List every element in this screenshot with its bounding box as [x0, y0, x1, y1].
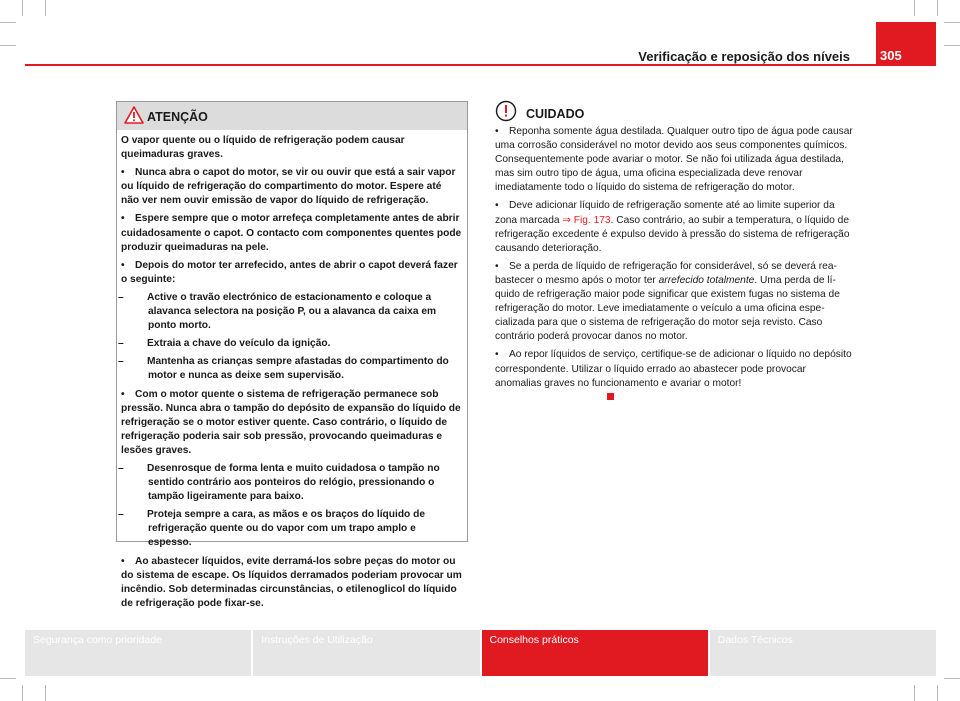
caution-body — [495, 125, 855, 409]
warning-bullet-2: • Espere sempre que o motor arrefeça completamente antes de abrir cuidadosamente o capot. O contacto com componentes quentes pode produzir queimaduras na pele. — [121, 213, 462, 253]
warning-bullet-4: • Com o motor quente o sistema de refrigeração permanece sob pressão. Nunca abra o tampão do depósito de expansão do líquido de refrigeração se o motor estiver quente. Caso contrário, o líquido de refrigeração poderia sair sob pressão, provocando queimaduras e lesões graves. — [121, 388, 461, 456]
crop-mark — [0, 22, 16, 23]
warning-title: ATENÇÃO — [147, 110, 208, 124]
crop-mark — [914, 685, 915, 701]
warning-header — [117, 102, 467, 130]
page-header-title: Verificação e reposição dos níveis — [638, 49, 850, 64]
crop-mark — [944, 22, 960, 23]
crop-mark — [914, 0, 915, 16]
caution-title: CUIDADO — [526, 107, 585, 121]
header-rule — [25, 64, 936, 66]
caution-bullet-1: • Reponha somente água destilada. Qualquer outro tipo de água pode causar uma corrosão considerável no motor devido aos seus componentes químicos. Consequentemente pode avariar o motor. Se não foi utilizada água destilada, mas sim outro tipo de água, uma oficina especializada deve renovar imediatamente todo o líquido do sistema de refrigeração do motor. — [495, 126, 853, 194]
caution-bullet-4: • Ao repor líquidos de serviço, certifique-se de adicionar o líquido no depósito correspondente. Utilizar o líquido errado ao abastecer pode provocar anomalias graves no funcionamento e avariar o motor! — [495, 348, 855, 404]
crop-mark — [944, 678, 960, 679]
figure-link[interactable]: ⇒ Fig. 173 — [562, 214, 611, 226]
warning-intro: O vapor quente ou o líquido de refrigeração podem causar queimaduras graves. — [121, 135, 405, 161]
warning-body — [117, 130, 467, 611]
crop-mark — [22, 685, 23, 701]
crop-mark — [0, 45, 16, 46]
caution-exclamation-icon — [495, 100, 517, 122]
warning-bullet-3: • Depois do motor ter arrefecido, antes de abrir o capot deverá fazer o seguinte: — [121, 259, 458, 285]
warning-sub-item: – Extraia a chave do veículo da ignição. — [118, 338, 331, 350]
warning-sub-item: – Mantenha as crianças sempre afastadas do compartimento do motor e nunca as deixe sem supervisão. — [118, 356, 449, 382]
warning-bullet-1: • Nunca abra o capot do motor, se vir ou ouvir que está a sair vapor ou líquido de refrigeração do compartimento do motor. Espere até não ver nem ouvir emissão de vapor do líquido de refrigeração. — [121, 167, 456, 207]
warning-box — [116, 101, 468, 609]
tab-practical-advice[interactable]: Conselhos práticos — [482, 630, 708, 676]
warning-sub-item: – Proteja sempre a cara, as mãos e os braços do líquido de refrigeração quente ou do vapor com um trapo amplo e espesso. — [118, 509, 425, 549]
warning-triangle-icon — [124, 106, 144, 124]
crop-mark — [22, 0, 23, 16]
crop-mark — [45, 685, 46, 701]
crop-mark — [45, 0, 46, 16]
footer-section-tabs — [25, 630, 936, 676]
crop-mark — [937, 685, 938, 701]
warning-sub-item: – Active o travão electrónico de estacionamento e coloque a alavanca selectora na posição P, ou a alavanca da caixa em ponto morto. — [118, 291, 437, 332]
crop-mark — [944, 45, 960, 46]
tab-operating-instructions[interactable]: Instruções de Utilização — [253, 630, 479, 676]
warning-bullet-5: • Ao abastecer líquidos, evite derramá-los sobre peças do motor ou do sistema de escape. Os líquidos derramados poderiam provocar um incêndio. Sob determinadas circunstâncias, o etilenoglicol do líquido de refrigeração pode fixar-se. — [121, 555, 462, 609]
warning-sub-item: – Desenrosque de forma lenta e muito cuidadosa o tampão no sentido contrário aos ponteiros do relógio, pressionando o tampão ligeiramente para baixo. — [118, 462, 440, 503]
tab-safety[interactable]: Segurança como prioridade — [25, 630, 251, 676]
crop-mark — [937, 0, 938, 16]
caution-bullet-3: • Se a perda de líquido de refrigeração for considerável, só se deverá reabastecer o mesmo após o motor ter arrefecido totalmente. Uma perda de líquido de refrigeração maior pode significar que existem fugas no sistema de refrigeração do motor. Leve imediatamente o veículo a uma oficina especializada para que o sistema de refrigeração do motor seja revisto. Caso contrário poderá provocar danos no motor. — [495, 260, 840, 343]
section-end-marker — [607, 393, 614, 400]
crop-mark — [0, 678, 16, 679]
page-number: 305 — [880, 48, 902, 63]
caution-bullet-2: • Deve adicionar líquido de refrigeração somente até ao limite superior da zona marcada ⇒ Fig. 173. Caso contrário, ao subir a temperatura, o líquido de refrigeração excedente é expulso devido à pressão do sistema de refrigeração causando deterioração. — [495, 200, 850, 254]
tab-technical-data[interactable]: Dados Técnicos — [710, 630, 936, 676]
